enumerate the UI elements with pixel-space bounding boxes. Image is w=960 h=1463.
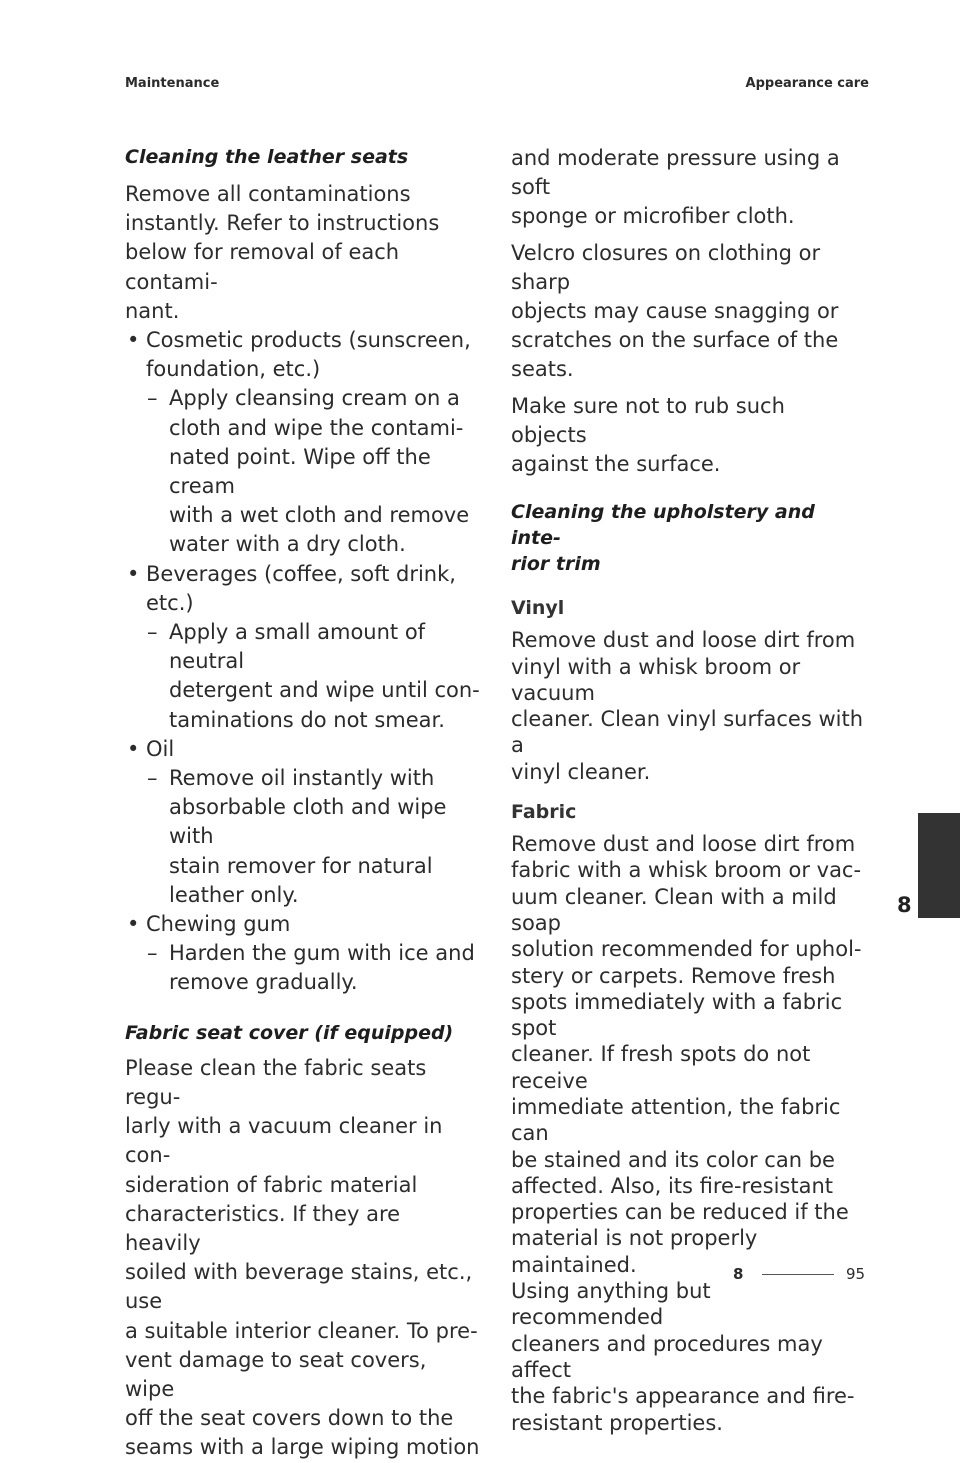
vinyl-text: Remove dust and loose dirt from vinyl with a whisk broom or vacuum cleaner. Clean vinyl surfaces with a vinyl cleaner. xyxy=(511,628,864,784)
fabric-cover-heading: Fabric seat cover (if equipped) xyxy=(125,1021,454,1044)
fabric-heading: Fabric xyxy=(511,801,577,824)
leather-continued-text: and moderate pressure using a soft sponge or microfiber cloth. xyxy=(511,146,840,229)
bullet-chewing-gum: • Chewing gum xyxy=(125,910,480,939)
footer-divider xyxy=(762,1274,834,1275)
fabric-text: Remove dust and loose dirt from fabric with a whisk broom or vac‐ uum cleaner. Clean with a mild soap solution recommended for uphol‐ stery or carpets. Remove fresh spots immediately with a fabric spot cleaner. If fresh spots do not receive immediate attention, the fabric can be stained and its color can be affected. Also, its fire-resistant properties can be reduced if the material is not properly maintained. Using anything but recommended cleaners and procedures may affect the fabric's appearance and fire- resistant properties. xyxy=(511,832,862,1435)
page-header xyxy=(125,76,869,96)
dash-oil: – Remove oil instantly with absorbable cloth and wipe with stain remover for natural leather only. xyxy=(125,764,480,910)
vinyl-heading: Vinyl xyxy=(511,597,565,620)
header-section-title: Appearance care xyxy=(745,76,869,91)
right-column xyxy=(511,144,866,1436)
dash-beverages: – Apply a small amount of neutral detergent and wipe until con‐ taminations do not smear. xyxy=(125,618,480,735)
dash-cosmetics: – Apply cleansing cream on a cloth and wipe the contami‐ nated point. Wipe off the cream with a wet cloth and remove water with a dry cloth. xyxy=(125,384,480,559)
bullet-cosmetics: • Cosmetic products (sunscreen, foundation, etc.) xyxy=(125,326,480,384)
velcro-text: Velcro closures on clothing or sharp objects may cause snagging or scratches on the surface of the seats. xyxy=(511,240,839,382)
chapter-side-tab xyxy=(918,813,960,918)
bullet-beverages: • Beverages (coffee, soft drink, etc.) xyxy=(125,560,480,618)
footer-chapter-number: 8 xyxy=(733,1265,744,1283)
footer-page-number: 95 xyxy=(846,1265,866,1283)
dash-chewing-gum: – Harden the gum with ice and remove gradually. xyxy=(125,939,480,997)
leather-intro: Remove all contaminations instantly. Refer to instructions below for removal of each contami‐ nant. xyxy=(125,182,440,323)
left-column xyxy=(125,144,480,1463)
chapter-side-number: 8 xyxy=(897,893,912,917)
fabric-cover-text: Please clean the fabric seats regu‐ larly with a vacuum cleaner in con‐ sideration of fabric material characteristics. If they are heavily soiled with beverage stains, etc., use a suitable interior cleaner. To pre‐ vent damage to seat covers, wipe off the seat covers down to the seams with a large wiping motion xyxy=(125,1055,480,1460)
rub-warning-text: Make sure not to rub such objects against the surface. xyxy=(511,393,785,477)
bullet-oil: • Oil xyxy=(125,735,480,764)
upholstery-heading: Cleaning the upholstery and inte‐ rior trim xyxy=(511,501,815,576)
leather-heading: Cleaning the leather seats xyxy=(125,146,409,168)
header-chapter-title: Maintenance xyxy=(125,76,220,91)
